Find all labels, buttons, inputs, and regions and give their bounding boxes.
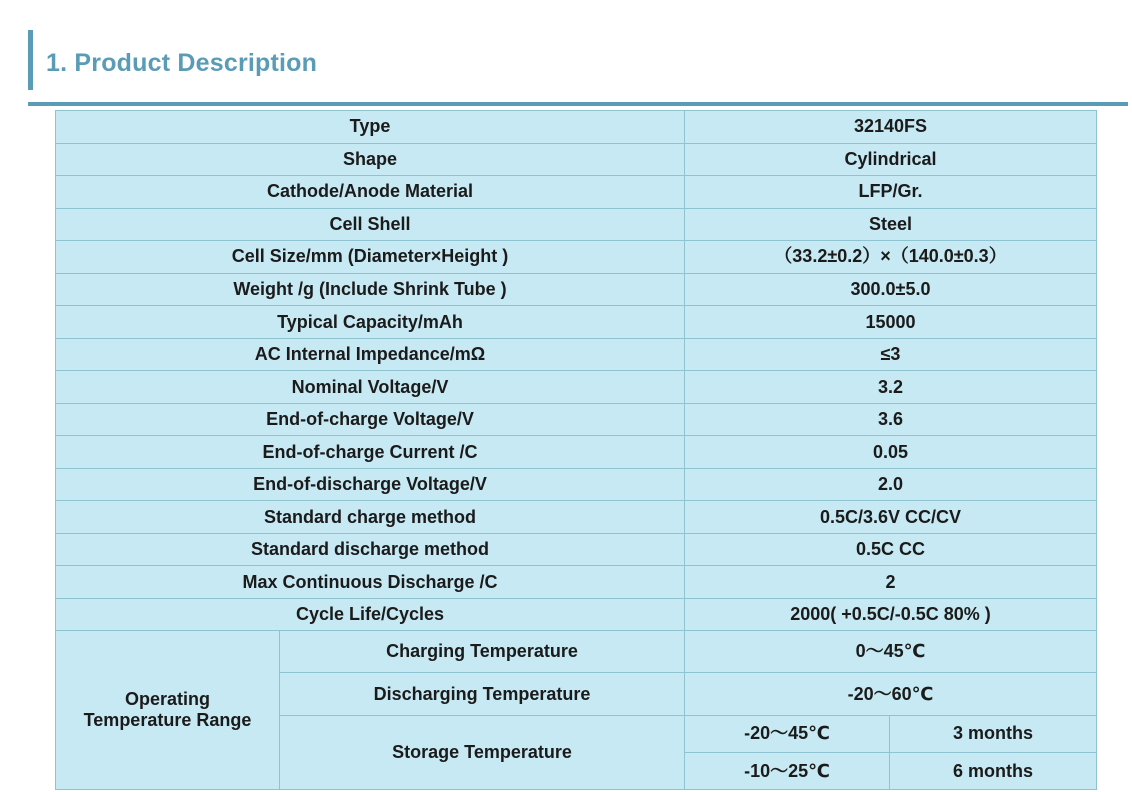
spec-value: 0.5C/3.6V CC/CV	[685, 501, 1097, 534]
spec-label: Cathode/Anode Material	[56, 176, 685, 209]
spec-value: 0.05	[685, 436, 1097, 469]
spec-row-cell-shell	[56, 208, 1097, 241]
section-accent-bar	[28, 30, 33, 90]
spec-row-shape	[56, 143, 1097, 176]
spec-value: ≤3	[685, 338, 1097, 371]
spec-row-charge-method	[56, 501, 1097, 534]
storage-range: -20～45℃	[685, 715, 890, 752]
spec-value: 0.5C CC	[685, 533, 1097, 566]
spec-row-impedance	[56, 338, 1097, 371]
spec-label: End-of-charge Current /C	[56, 436, 685, 469]
temperature-group-label-line2: Temperature Range	[83, 710, 252, 731]
spec-label: Shape	[56, 143, 685, 176]
spec-row-discharge-method	[56, 533, 1097, 566]
spec-row-cell-size	[56, 241, 1097, 274]
spec-row-capacity	[56, 306, 1097, 339]
spec-row-weight	[56, 273, 1097, 306]
spec-value: 2	[685, 566, 1097, 599]
spec-label: End-of-charge Voltage/V	[56, 403, 685, 436]
charging-temperature-value: 0～45℃	[685, 631, 1097, 673]
spec-value: （33.2±0.2）×（140.0±0.3）	[685, 241, 1097, 274]
spec-table	[55, 110, 1097, 790]
spec-row-max-discharge	[56, 566, 1097, 599]
spec-label: Typical Capacity/mAh	[56, 306, 685, 339]
spec-row-charge-current	[56, 436, 1097, 469]
temperature-group-label-line1: Operating	[124, 689, 210, 710]
spec-label: Type	[56, 111, 685, 144]
discharging-temperature-value: -20～60℃	[685, 673, 1097, 715]
storage-duration: 3 months	[890, 715, 1097, 752]
spec-row-charge-voltage	[56, 403, 1097, 436]
spec-row-cycle-life	[56, 598, 1097, 631]
spec-value: 2.0	[685, 468, 1097, 501]
charging-temperature-label: Charging Temperature	[280, 631, 685, 673]
spec-value: 32140FS	[685, 111, 1097, 144]
spec-value: Cylindrical	[685, 143, 1097, 176]
spec-label: Standard discharge method	[56, 533, 685, 566]
spec-label: Cell Shell	[56, 208, 685, 241]
spec-value: Steel	[685, 208, 1097, 241]
storage-range: -10～25℃	[685, 752, 890, 789]
spec-label: Standard charge method	[56, 501, 685, 534]
spec-label: Cycle Life/Cycles	[56, 598, 685, 631]
storage-duration: 6 months	[890, 752, 1097, 789]
temperature-group-label	[56, 631, 280, 790]
section-divider	[28, 102, 1128, 106]
spec-label: End-of-discharge Voltage/V	[56, 468, 685, 501]
spec-value: 3.6	[685, 403, 1097, 436]
storage-temperature-label: Storage Temperature	[280, 715, 685, 789]
spec-label: Cell Size/mm (Diameter×Height )	[56, 241, 685, 274]
spec-value: LFP/Gr.	[685, 176, 1097, 209]
spec-label: AC Internal Impedance/mΩ	[56, 338, 685, 371]
spec-row-type	[56, 111, 1097, 144]
temperature-row-charging	[56, 631, 1097, 673]
section-title: 1. Product Description	[46, 49, 318, 77]
discharging-temperature-label: Discharging Temperature	[280, 673, 685, 715]
spec-label: Max Continuous Discharge /C	[56, 566, 685, 599]
spec-value: 3.2	[685, 371, 1097, 404]
spec-row-discharge-voltage	[56, 468, 1097, 501]
spec-label: Nominal Voltage/V	[56, 371, 685, 404]
spec-label: Weight /g (Include Shrink Tube )	[56, 273, 685, 306]
spec-value: 300.0±5.0	[685, 273, 1097, 306]
spec-row-material	[56, 176, 1097, 209]
spec-value: 2000( +0.5C/-0.5C 80% )	[685, 598, 1097, 631]
section-header	[28, 30, 1128, 106]
spec-value: 15000	[685, 306, 1097, 339]
spec-row-nominal-voltage	[56, 371, 1097, 404]
